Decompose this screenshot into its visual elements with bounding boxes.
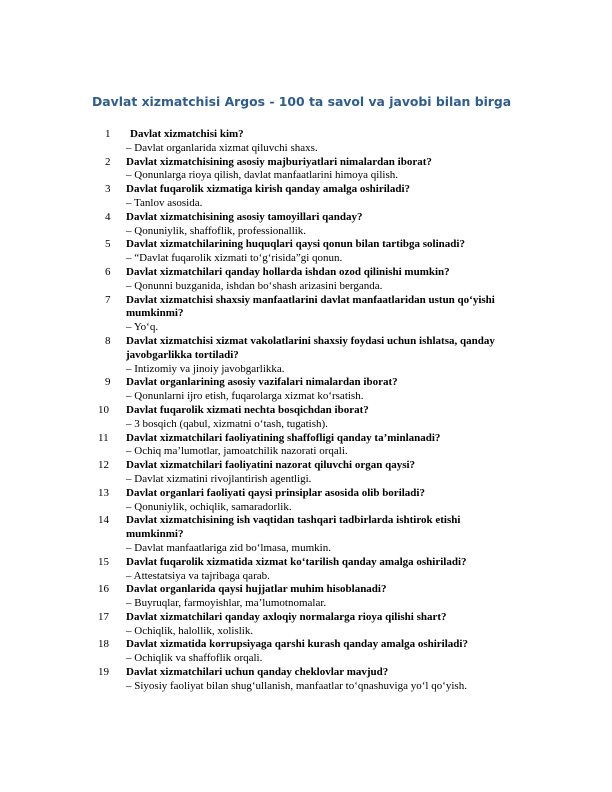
qa-number: 3 <box>105 183 111 196</box>
document-title: Davlat xizmatchisi Argos - 100 ta savol va javobi bilan birga <box>92 94 512 109</box>
qa-body <box>126 183 516 211</box>
qa-body <box>126 128 516 156</box>
qa-body <box>126 156 516 184</box>
qa-number: 11 <box>98 431 109 444</box>
answer-text: – Buyruqlar, farmoyishlar, ma’lumotnomalar. <box>126 597 327 610</box>
question-text: Davlat organlari faoliyati qaysi prinsiplar asosida olib boriladi? <box>126 486 425 499</box>
question-text: Davlat xizmatchilari uchun qanday cheklovlar mavjud? <box>126 666 389 679</box>
question-text: Davlat xizmatida korrupsiyaga qarshi kurash qanday amalga oshiriladi? <box>126 638 468 651</box>
answer-text: – Davlat xizmatini rivojlantirish agentligi. <box>126 472 312 485</box>
answer-text: – Attestatsiya va tajribaga qarab. <box>126 569 270 582</box>
question-text: Davlat xizmatchilari faoliyatining shaffofligi qanday ta’minlanadi? <box>126 431 441 444</box>
qa-number: 19 <box>98 666 109 679</box>
qa-number: 16 <box>98 583 109 596</box>
qa-item <box>96 404 516 432</box>
qa-body <box>126 376 516 404</box>
qa-number: 8 <box>105 334 111 347</box>
question-text: Davlat xizmatchisi kim? <box>130 128 244 140</box>
qa-item <box>96 156 516 184</box>
question-text: Davlat xizmatchilari qanday hollarda ishdan ozod qilinishi mumkin? <box>126 265 450 278</box>
qa-body <box>126 638 516 666</box>
question-text: Davlat xizmatchilari faoliyatini nazorat qiluvchi organ qaysi? <box>126 459 416 472</box>
answer-text: – Ochiq ma’lumotlar, jamoatchilik nazorati orqali. <box>126 445 348 458</box>
question-text: Davlat organlarida qaysi hujjatlar muhim hisoblanadi? <box>126 583 387 596</box>
question-text: Davlat xizmatchisining asosiy majburiyatlari nimalardan iborat? <box>126 155 432 168</box>
qa-body <box>126 238 516 266</box>
answer-text: – Qonunni buzganida, ishdan bo‘shash arizasini berganda. <box>126 279 383 292</box>
qa-number: 13 <box>98 486 109 499</box>
qa-body <box>126 556 516 584</box>
qa-number: 4 <box>105 210 111 223</box>
qa-body <box>126 583 516 611</box>
qa-body <box>126 404 516 432</box>
qa-body <box>126 611 516 639</box>
qa-item <box>96 294 516 335</box>
qa-item <box>96 514 516 555</box>
qa-number: 17 <box>98 610 109 623</box>
answer-text: – “Davlat fuqarolik xizmati to‘g‘risida”gi qonun. <box>126 252 343 265</box>
qa-item <box>96 376 516 404</box>
qa-item <box>96 556 516 584</box>
qa-number: 18 <box>98 638 109 651</box>
qa-body <box>126 459 516 487</box>
qa-item <box>96 487 516 515</box>
question-text: Davlat fuqarolik xizmati nechta bosqichdan iborat? <box>126 403 369 416</box>
answer-text: – Qonunlarga rioya qilish, davlat manfaatlarini himoya qilish. <box>126 169 398 182</box>
qa-body <box>126 514 516 555</box>
qa-item <box>96 128 516 156</box>
question-text: Davlat xizmatchisining asosiy tamoyillari qanday? <box>126 210 363 223</box>
question-text: Davlat xizmatchilari qanday axloqiy normalarga rioya qilishi shart? <box>126 610 447 623</box>
qa-item <box>96 211 516 239</box>
answer-text: – Davlat organlarida xizmat qiluvchi shaxs. <box>126 141 318 154</box>
answer-text: – Davlat manfaatlariga zid bo‘lmasa, mumkin. <box>126 541 331 554</box>
qa-number: 6 <box>105 265 111 278</box>
qa-number: 15 <box>98 555 109 568</box>
qa-body <box>126 266 516 294</box>
answer-text: – Qonunlarni ijro etish, fuqarolarga xizmat ko‘rsatish. <box>126 390 364 403</box>
answer-text: – Siyosiy faoliyat bilan shug‘ullanish, manfaatlar to‘qnashuviga yo‘l qo‘yish. <box>126 679 467 692</box>
answer-text: – 3 bosqich (qabul, xizmatni o‘tash, tugatish). <box>126 417 328 430</box>
answer-text: – Intizomiy va jinoiy javobgarlikka. <box>126 362 285 375</box>
question-text: Davlat fuqarolik xizmatida xizmat ko‘tarilish qanday amalga oshiriladi? <box>126 555 467 568</box>
qa-body <box>126 666 516 694</box>
qa-number: 2 <box>105 155 111 168</box>
qa-item <box>96 183 516 211</box>
qa-number: 9 <box>105 376 111 389</box>
qa-body <box>126 335 516 376</box>
answer-text: – Ochiqlik, halollik, xolislik. <box>126 624 254 637</box>
qa-item <box>96 432 516 460</box>
answer-text: – Qonuniylik, shaffoflik, professionallik. <box>126 224 307 237</box>
qa-item <box>96 459 516 487</box>
answer-text: – Qonuniylik, ochiqlik, samaradorlik. <box>126 500 292 513</box>
answer-text: – Yo‘q. <box>126 321 159 334</box>
question-text: Davlat xizmatchilarining huquqlari qaysi qonun bilan tartibga solinadi? <box>126 238 465 251</box>
qa-body <box>126 432 516 460</box>
qa-number: 10 <box>98 403 109 416</box>
question-text: Davlat organlarining asosiy vazifalari nimalardan iborat? <box>126 376 398 389</box>
question-text: Davlat fuqarolik xizmatiga kirish qanday amalga oshiriladi? <box>126 183 411 196</box>
qa-body <box>126 294 516 335</box>
qa-body <box>126 487 516 515</box>
qa-item <box>96 335 516 376</box>
answer-text: – Tanlov asosida. <box>126 196 203 209</box>
qa-item <box>96 638 516 666</box>
qa-body <box>126 211 516 239</box>
qa-number: 7 <box>105 293 111 306</box>
qa-item <box>96 666 516 694</box>
qa-number: 1 <box>105 128 111 140</box>
qa-item <box>96 583 516 611</box>
qa-item <box>96 611 516 639</box>
qa-list <box>96 128 516 694</box>
qa-number: 14 <box>98 514 109 527</box>
question-text: Davlat xizmatchisi shaxsiy manfaatlarini davlat manfaatlaridan ustun qo‘yishi mumkinmi? <box>126 293 495 320</box>
answer-text: – Ochiqlik va shaffoflik orqali. <box>126 652 263 665</box>
question-text: Davlat xizmatchisining ish vaqtidan tashqari tadbirlarda ishtirok etishi mumkinmi? <box>126 514 461 541</box>
question-text: Davlat xizmatchisi xizmat vakolatlarini shaxsiy foydasi uchun ishlatsa, qanday javobgarlikka tortiladi? <box>126 334 495 361</box>
qa-item <box>96 238 516 266</box>
qa-item <box>96 266 516 294</box>
qa-number: 12 <box>98 459 109 472</box>
qa-number: 5 <box>105 238 111 251</box>
